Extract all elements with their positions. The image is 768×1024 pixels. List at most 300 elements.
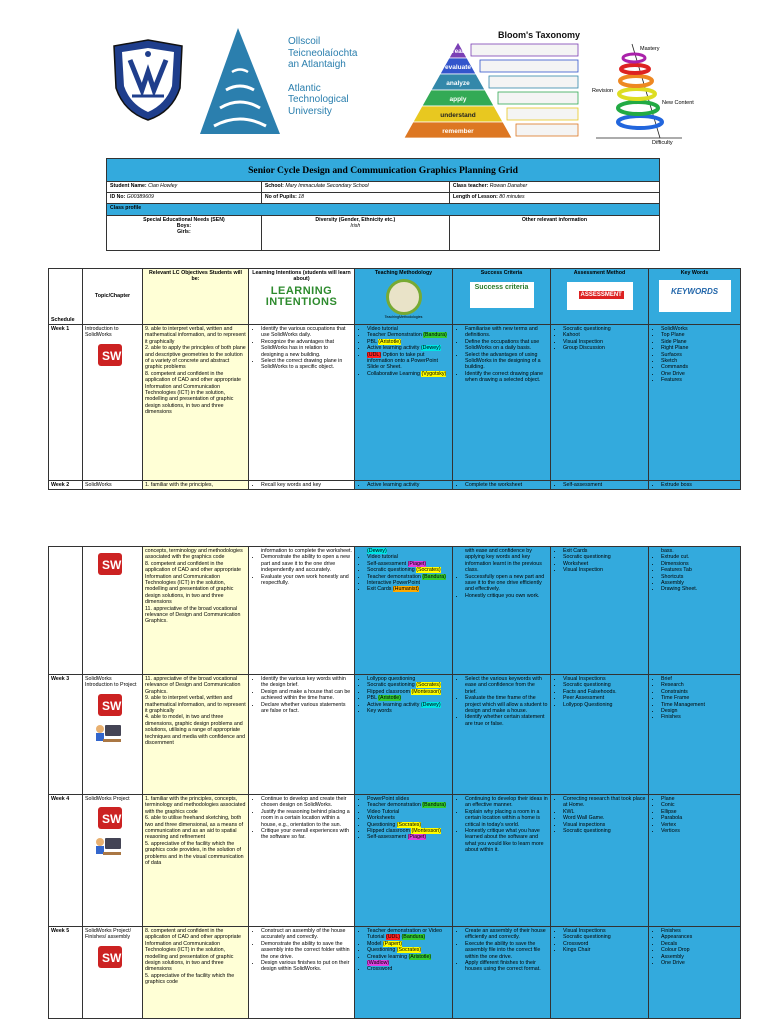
week-row xyxy=(49,675,741,795)
header-kw-label: Key Words xyxy=(680,270,709,276)
assessment-method-cell xyxy=(551,481,649,490)
school-cell: School: Mary Immaculate Secondary School xyxy=(261,182,449,193)
list-item: • Visual inspections xyxy=(563,822,646,828)
list-item-text: Teacher demonstration xyxy=(367,573,423,580)
list-item-text: Crossword xyxy=(367,966,393,973)
list-item: • Plane xyxy=(661,796,738,802)
list-item: • Successfully open a new part and save it to the one drive efficiently and effectively. xyxy=(465,574,548,593)
header-li-label: Learning Intentions (students will learn about) xyxy=(252,270,351,283)
teaching-methodology-cell xyxy=(355,675,453,795)
list-item: • Drawing Sheet. xyxy=(661,586,738,592)
list-item-text: Collaborative Learning xyxy=(367,370,422,377)
list-item: • SolidWorks xyxy=(661,326,738,332)
list-item: • Execute the ability to save the assembly file into the correct file within the one drive. xyxy=(465,941,548,960)
week-row xyxy=(49,547,741,675)
list-item: • Visual Inspections xyxy=(563,676,646,682)
assessment-method-cell xyxy=(551,927,649,1019)
list-item-text: Active learning activity xyxy=(367,701,421,708)
list-item xyxy=(367,371,450,377)
id-cell: ID No: G00389609 xyxy=(107,193,262,204)
list-item: • Brief xyxy=(661,676,738,682)
success-criteria-cell xyxy=(453,795,551,927)
spiral-curriculum-image xyxy=(590,34,694,146)
theorist-highlight: (Socrates) xyxy=(396,821,422,828)
list-item-text: Creative learning xyxy=(367,953,409,960)
assessment-image-label: ASSESSMENT xyxy=(580,292,622,299)
svg-text:SW: SW xyxy=(102,348,122,363)
list-item-text: Key words xyxy=(367,708,392,715)
list-item: • Correcting research that took place at Home. xyxy=(563,796,646,809)
lesson-length-cell: Length of Lesson: 80 minutes xyxy=(449,193,659,204)
topic-cell xyxy=(83,675,143,795)
list-item: • Socratic questioning xyxy=(563,554,646,560)
list-item: • One Drive xyxy=(661,371,738,377)
list-item: • Construct an assembly of the house accurately and correctly. xyxy=(261,928,352,941)
sen-cell: Special Educational Needs (SEN) Boys: Girls: xyxy=(107,216,262,251)
pupils-cell: No of Pupils: 18 xyxy=(261,193,449,204)
header-am-label: Assessment Method xyxy=(573,270,626,276)
list-item-text: Model xyxy=(367,940,383,947)
learning-intentions-cell xyxy=(249,547,355,675)
success-criteria-cell xyxy=(453,547,551,675)
list-item: • Parabola xyxy=(661,815,738,821)
svg-text:SW: SW xyxy=(102,558,122,572)
week-label: Week 3 xyxy=(49,675,83,795)
list-item: • Declare whether various statements are false or fact. xyxy=(261,702,352,715)
list-item-text: Self-assessment xyxy=(367,560,408,567)
solidworks-icon xyxy=(97,693,123,717)
theorist-highlight: (UDL) xyxy=(367,351,382,358)
list-item-text: PowerPoint slides xyxy=(367,796,410,802)
blooms-description-box xyxy=(480,60,578,72)
list-item-text: Interactive PowerPoint xyxy=(367,580,420,587)
list-item-text: Video tutorial xyxy=(367,554,398,561)
header-schedule: Schedule xyxy=(49,269,83,325)
theorist-highlight: (Bandura) xyxy=(422,573,446,580)
list-item xyxy=(367,928,450,941)
list-item: • Vertices xyxy=(661,828,738,834)
list-item: • Familiarise with new terms and definitions. xyxy=(465,326,548,339)
theorist-highlight: (Montessori) xyxy=(411,688,441,695)
blooms-level-label: apply xyxy=(449,96,467,103)
list-item-text: Questioning xyxy=(367,821,397,828)
theorist-highlight: (Wadlow) xyxy=(367,960,390,967)
key-words-cell xyxy=(649,927,741,1019)
university-line: an Atlantaigh xyxy=(288,59,346,70)
list-item: • Time Management xyxy=(661,702,738,708)
key-words-cell xyxy=(649,675,741,795)
list-item: • Honestly critique what you have learned about the software and what you would like to learn more about within it. xyxy=(465,828,548,854)
list-item: • Extrude cut. xyxy=(661,554,738,560)
lc-objectives-cell xyxy=(143,795,249,927)
list-item: • Finishes xyxy=(661,714,738,720)
list-item: • Colour Drop xyxy=(661,947,738,953)
list-item: • Critique your overall experiences with the software so far. xyxy=(261,828,352,841)
list-item: • Design xyxy=(661,708,738,714)
solidworks-icon xyxy=(97,343,123,367)
list-item: • Visual Inspections xyxy=(563,928,646,934)
list-item: • Top Plane xyxy=(661,332,738,338)
list-item: • Kings Chair xyxy=(563,947,646,953)
theorist-highlight: (Bandura) xyxy=(423,332,447,339)
list-item: • Socratic questioning xyxy=(563,828,646,834)
learning-intentions-cell xyxy=(249,325,355,481)
lc-objective-item: 2. able to apply the principles of both plane and descriptive geometries to the solution of a variety of concrete and abstract graphic problems xyxy=(145,345,246,371)
blooms-level-label: analyze xyxy=(446,80,470,87)
university-name xyxy=(288,36,358,117)
week-label: Week 5 xyxy=(49,927,83,1019)
list-item: • Explain why placing a room in a certain location within a home is critical in today's world. xyxy=(465,809,548,828)
success-criteria-image: Success criteria xyxy=(470,282,534,308)
list-item: • Exit Cards xyxy=(563,548,646,554)
list-item: • Continuing to develop their ideas in an effective manner. xyxy=(465,796,548,809)
student-at-computer-icon xyxy=(93,834,123,858)
key-words-cell xyxy=(649,481,741,490)
list-item: • Assembly xyxy=(661,954,738,960)
list-item-text: Exit Cards xyxy=(367,586,393,593)
key-words-cell xyxy=(649,795,741,927)
topic-text: SolidWorks Project/ Finishes/ assembly xyxy=(85,928,132,941)
theorist-highlight: (Socrates) xyxy=(416,682,441,689)
solidworks-icon xyxy=(97,552,123,576)
learning-intentions-cell xyxy=(249,795,355,927)
list-item: • Finishes xyxy=(661,928,738,934)
list-item: • Surfaces xyxy=(661,352,738,358)
class-profile-label: Class profile xyxy=(107,204,660,216)
list-item: • Identify the various key words within the design brief. xyxy=(261,676,352,689)
blooms-level-label: evaluate xyxy=(444,64,472,71)
theorist-highlight: (UDL) xyxy=(385,934,401,941)
lc-objective-item: 11. appreciative of the broad vocational relevance of Design and Communication Graphics. xyxy=(145,676,241,695)
list-item-text: PBL xyxy=(367,338,379,345)
theorist-highlight: (Piaget) xyxy=(407,560,427,567)
week-row xyxy=(49,795,741,927)
topic-text: SolidWorks xyxy=(83,481,143,490)
theorist-highlight: (Socrates) xyxy=(416,567,441,574)
student-at-computer-icon xyxy=(93,721,123,745)
theorist-highlight: (Dewey) xyxy=(420,345,441,352)
teaching-methodology-icon xyxy=(386,279,422,315)
svg-text:SW: SW xyxy=(102,698,122,713)
list-item: • One Drive xyxy=(661,960,738,966)
class-teacher-cell: Class teacher: Rowan Danaher xyxy=(449,182,659,193)
topic-text: SolidWorks Introduction to Project xyxy=(85,676,137,689)
blooms-description-box xyxy=(471,44,578,56)
list-item: • Group Discussion xyxy=(563,345,646,351)
list-item: • Identify the correct drawing plane when drawing a selected object. xyxy=(465,371,548,384)
schedule-table xyxy=(48,268,741,490)
header-sc-label: Success Criteria xyxy=(480,270,523,276)
school-crest-logo xyxy=(112,38,184,122)
student-name-cell: Student Name: Cian Howley xyxy=(107,182,262,193)
list-item: • Honestly critique you own work. xyxy=(465,593,548,599)
list-item: • Select the correct drawing plane in SolidWorks to a specific object. xyxy=(261,358,352,371)
kw-continued-text: bass. xyxy=(661,548,674,554)
solidworks-icon xyxy=(97,806,123,830)
list-item-text: Socratic questioning xyxy=(367,682,417,689)
theorist-highlight: (Dewey) xyxy=(420,701,441,708)
spiral-label-new-content: New Content xyxy=(662,100,694,106)
list-item-text: Socratic questioning xyxy=(367,567,417,574)
list-item: • Decals xyxy=(661,941,738,947)
list-item: • Socratic questioning xyxy=(563,934,646,940)
list-item: • Identify the various occupations that use SolidWorks daily. xyxy=(261,326,352,339)
lc-objective-item: 9. able to interpret verbal, written and mathematical information, and to represent it graphically xyxy=(145,326,246,345)
theorist-highlight: (Dewey) xyxy=(367,548,387,554)
list-item: • Word Wall Game. xyxy=(563,815,646,821)
list-item: • Design and make a house that can be achieved within the time frame. xyxy=(261,689,352,702)
planning-grid-title: Senior Cycle Design and Communication Graphics Planning Grid xyxy=(107,159,660,182)
topic-cell xyxy=(83,547,143,675)
list-item: • KWL xyxy=(563,809,646,815)
list-item: • Sketch xyxy=(661,358,738,364)
list-item: • Research xyxy=(661,682,738,688)
learning-intentions-cell xyxy=(249,481,355,490)
list-item: • Continue to develop and create their chosen design on SolidWorks. xyxy=(261,796,352,809)
header-success-criteria xyxy=(453,269,551,325)
university-line: Teicneolaíochta xyxy=(288,47,358,59)
blooms-level-label: create xyxy=(448,48,468,55)
blooms-level-label: understand xyxy=(440,112,476,119)
list-item-text: Lollypop questioning xyxy=(367,676,416,682)
header-key-words xyxy=(649,269,741,325)
list-item: • Right Plane xyxy=(661,345,738,351)
blooms-taxonomy-image xyxy=(396,26,580,144)
list-item: • Assembly xyxy=(661,580,738,586)
list-item xyxy=(367,954,450,967)
blooms-title: Bloom's Taxonomy xyxy=(498,30,580,40)
topic-text: Introduction to SolidWorks xyxy=(85,326,119,339)
topic-text: SolidWorks Project xyxy=(85,796,130,802)
blooms-pyramid xyxy=(404,42,578,138)
list-item: • Evaluate the time frame of the project which will allow a student to design and make a house. xyxy=(465,695,548,714)
list-item: • Conic xyxy=(661,802,738,808)
list-item: • Create an assembly of their house efficiently and correctly. xyxy=(465,928,548,941)
lc-objective-item: 5. appreciative of the facility which the graphics code xyxy=(145,972,235,986)
list-item: • Visual Inspection xyxy=(563,567,646,573)
theorist-highlight: (Vygotsky) xyxy=(421,370,447,377)
list-item: • Recall key words and key xyxy=(261,482,352,488)
lc-objective-item: 4. able to model, in two and three dimensions, graphic design problems and solutions, utilising a range of appropriate techniques and media with confidence and discernment xyxy=(145,714,246,747)
lc-objective-item: 5. appreciative of the facility which the graphics code provides, in the solution of problems and in the visual communication of data xyxy=(145,840,244,867)
list-item: • Socratic questioning xyxy=(563,682,646,688)
list-item-text: Teacher demonstration or Video Tutorial xyxy=(367,928,442,941)
list-item: • Worksheet xyxy=(563,561,646,567)
list-item-text: PBL xyxy=(367,695,379,702)
list-item: • Facts and Falsehoods. xyxy=(563,689,646,695)
list-item-text: Teacher Demonstration xyxy=(367,332,424,339)
list-item: • Dimensions xyxy=(661,561,738,567)
teaching-methodology-cell xyxy=(355,927,453,1019)
week-row xyxy=(49,481,741,490)
blooms-description-box xyxy=(498,92,578,104)
success-criteria-cell xyxy=(453,325,551,481)
list-item: • Self-assessment xyxy=(563,482,646,488)
list-item-text: Worksheets xyxy=(367,815,395,822)
list-item: • Select the advantages of using SolidWorks in the designing of a building. xyxy=(465,352,548,371)
teaching-methodology-cell xyxy=(355,547,453,675)
diversity-cell: Diversity (Gender, Ethnicity etc.) Irish xyxy=(261,216,449,251)
theorist-highlight: (Piaget) xyxy=(407,834,427,841)
header-topic: Topic/Chapter xyxy=(83,269,143,325)
lc-objective-item: 9. able to interpret verbal, written and mathematical information, and to represent it graphically xyxy=(145,695,246,715)
theorist-highlight: (Aristotle) xyxy=(408,953,432,960)
theorist-highlight: (Montessori) xyxy=(411,828,441,835)
assessment-method-cell xyxy=(551,547,649,675)
list-item: • Peer Assessment xyxy=(563,695,646,701)
list-item: • Design various finishes to put on their design within SolidWorks. xyxy=(261,960,352,973)
learning-intentions-cell xyxy=(249,675,355,795)
blooms-description-box xyxy=(489,76,578,88)
assessment-image xyxy=(567,282,633,310)
list-item: • Recognize the advantages that SolidWorks has in relation to designing a new building. xyxy=(261,339,352,358)
list-item-text: Teacher demonstration xyxy=(367,802,423,809)
key-words-cell xyxy=(649,547,741,675)
success-criteria-cell xyxy=(453,481,551,490)
lc-objective-item: 1. familiar with the principles, concepts, terminology and methodologies associated with the graphics code xyxy=(145,796,246,815)
header-teaching-methodology xyxy=(355,269,453,325)
lc-objectives-cell xyxy=(143,675,249,795)
learning-intentions-image: LEARNING INTENTIONS xyxy=(265,284,338,308)
blooms-description-box xyxy=(507,108,578,120)
lc-objective-item: 11. appreciative of the broad vocational relevance of Design and Communication Graphics. xyxy=(145,605,241,625)
planning-grid xyxy=(106,158,660,251)
list-item-text: Flipped classroom xyxy=(367,688,412,695)
list-item: • Shortcuts xyxy=(661,574,738,580)
list-item: • Visual Inspection xyxy=(563,339,646,345)
list-item: • Vertex xyxy=(661,822,738,828)
list-item: • Side Plane xyxy=(661,339,738,345)
lc-continued-text: concepts, terminology and methodologies associated with the graphics code xyxy=(145,548,243,561)
list-item: • Crossword xyxy=(563,941,646,947)
university-line: Technological xyxy=(288,94,349,105)
schedule-table-continued xyxy=(48,546,741,1019)
header-learning-intentions xyxy=(249,269,355,325)
list-item xyxy=(367,352,450,371)
spiral-label-revision: Revision xyxy=(592,88,614,94)
list-item-text: Flipped classroom xyxy=(367,828,412,835)
lc-objectives-cell xyxy=(143,927,249,1019)
list-item: • Time Frame xyxy=(661,695,738,701)
week-row xyxy=(49,325,741,481)
list-item: • Justify the reasoning behind placing a room in a certain location within a house, e.g., orientation to the sun. xyxy=(261,809,352,828)
spiral-label-mastery: Mastery xyxy=(640,46,660,52)
learning-intentions-cell xyxy=(249,927,355,1019)
list-item-text: Video Tutorial xyxy=(367,808,400,815)
li-continued-text: information to complete the worksheet. xyxy=(261,548,352,554)
list-item: • Features xyxy=(661,377,738,383)
university-line: University xyxy=(288,105,332,117)
solidworks-icon xyxy=(97,945,123,969)
list-item: • Socratic questioning xyxy=(563,326,646,332)
list-item: • Ellipse xyxy=(661,809,738,815)
lc-objective-item: 8. competent and confident in the application of CAD and other appropriate Information and Communication Technologies (ICT) in the solution, modelling and presentation of graphic design solutions, in two and three dimensions xyxy=(145,560,241,606)
header-tm-label: Teaching Methodology xyxy=(374,270,433,276)
list-item-text: Option to take put information onto a PowerPoint Slide or Sheet. xyxy=(367,351,438,371)
list-item: • Extrude boss xyxy=(661,482,738,488)
sc-continued-text: with ease and confidence by applying key words and key information learnt in the previous class. xyxy=(465,548,542,574)
list-item: • Identify whether certain statement are true or false. xyxy=(465,714,548,727)
theorist-highlight: (Aristotle) xyxy=(378,338,401,345)
list-item-text: Video tutorial xyxy=(367,326,398,332)
list-item xyxy=(367,332,450,338)
header-lc-label: Relevant LC Objectives Students will be: xyxy=(148,270,242,283)
list-item xyxy=(367,708,450,714)
week-row xyxy=(49,927,741,1019)
lc-objective-item: 6. able to utilise freehand sketching, both two and three dimensional, as a means of communication and as an aid to spatial reasoning and refinement xyxy=(145,815,244,841)
header-assessment-method xyxy=(551,269,649,325)
lc-objective-item: 8. competent and confident in the application of CAD and other appropriate Information and Communication Technologies (ICT) in the solution, modelling and presentation of graphic design solutions, in two and three dimensions xyxy=(145,370,241,416)
list-item: • Demonstrate the ability to open a new part and save it to the one drive independently and accurately. xyxy=(261,554,352,573)
list-item: • Features Tab xyxy=(661,567,738,573)
list-item: • Constraints xyxy=(661,689,738,695)
list-item: • Active learning activity xyxy=(367,482,450,488)
list-item-text: Questioning xyxy=(367,947,397,954)
blooms-description-box xyxy=(516,124,578,136)
keywords-image: KEYWORDS xyxy=(659,280,731,312)
university-line: Atlantic xyxy=(288,82,321,94)
other-info-cell: Other relevant information xyxy=(449,216,659,251)
theorist-highlight: (Papert) xyxy=(382,940,403,947)
theorist-highlight: (Bandura) xyxy=(422,802,446,809)
teaching-methodology-cell xyxy=(355,795,453,927)
theorist-highlight: (Aristotle) xyxy=(378,695,401,702)
list-item: • Select the various keywords with ease and confidence from the brief. xyxy=(465,676,548,695)
theorist-highlight: (Bandura) xyxy=(401,934,426,941)
teaching-methodology-caption: TeachingMethodologies xyxy=(384,315,423,320)
teaching-methodology-cell xyxy=(355,325,453,481)
week-label: Week 4 xyxy=(49,795,83,927)
list-item: • Evaluate your own work honestly and respectfully. xyxy=(261,574,352,587)
teaching-methodology-cell xyxy=(355,481,453,490)
theorist-highlight: (Humanist) xyxy=(392,586,419,593)
assessment-method-cell xyxy=(551,795,649,927)
lc-objectives-cell xyxy=(143,325,249,481)
list-item: • Commands xyxy=(661,364,738,370)
key-words-cell xyxy=(649,325,741,481)
lc-objectives-cell xyxy=(143,547,249,675)
list-item-text: Self-assessment xyxy=(367,834,408,841)
header-lc-objectives xyxy=(143,269,249,325)
spiral-label-difficulty: Difficulty xyxy=(652,140,673,146)
svg-text:SW: SW xyxy=(102,950,122,965)
list-item: • Demonstrate the ability to save the assembly into the correct folder within the one drive. xyxy=(261,941,352,960)
success-criteria-cell xyxy=(453,927,551,1019)
list-item: • Kahoot xyxy=(563,332,646,338)
university-line: Ollscoil xyxy=(288,36,321,47)
list-item: • Appearances xyxy=(661,934,738,940)
list-item-text: Active learning activity xyxy=(367,345,421,352)
list-item: • Define the occupations that use SolidWorks on a daily basis. xyxy=(465,339,548,352)
list-item xyxy=(367,834,450,840)
success-criteria-cell xyxy=(453,675,551,795)
list-item xyxy=(367,586,450,592)
topic-cell xyxy=(83,325,143,481)
list-item: • Lollypop Questioning xyxy=(563,702,646,708)
week-label: Week 2 xyxy=(49,481,83,490)
list-item: • Apply different finishes to their houses using the correct format. xyxy=(465,960,548,973)
lc-objectives-cell: 1. familiar with the principles, xyxy=(143,481,249,490)
list-item xyxy=(367,966,450,972)
assessment-method-cell xyxy=(551,325,649,481)
blooms-level-label: remember xyxy=(442,128,474,135)
week-label: Week 1 xyxy=(49,325,83,481)
theorist-highlight: (Socrates) xyxy=(396,947,422,954)
topic-cell xyxy=(83,927,143,1019)
list-item: • Complete the worksheet xyxy=(465,482,548,488)
lc-objective-item: 8. competent and confident in the application of CAD and other appropriate Information and Communication Technologies (ICT) in the solution, modelling and presentation of graphic design solutions, in two and three dimensions xyxy=(145,928,241,973)
assessment-method-cell xyxy=(551,675,649,795)
